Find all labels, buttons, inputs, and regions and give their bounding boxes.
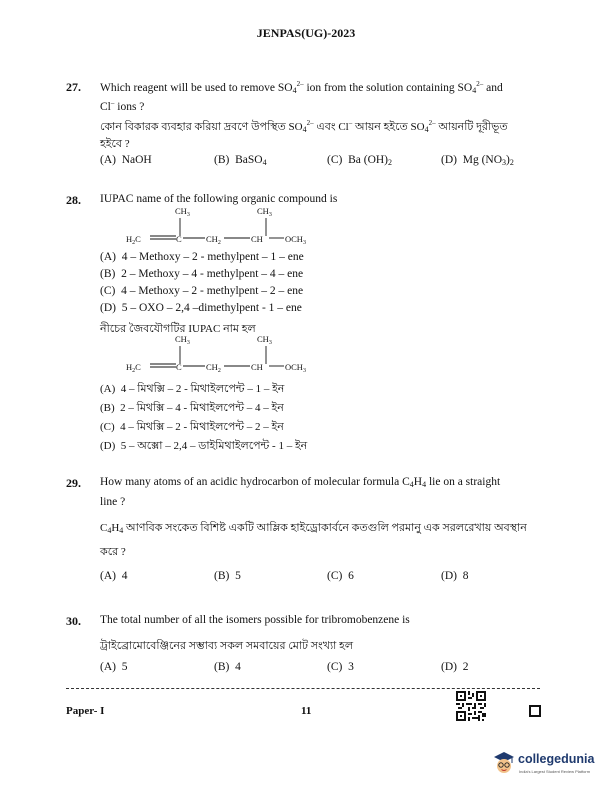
chemical-structure [126, 206, 346, 246]
option-a: (A) 4 – Methoxy – 2 - methylpent – 1 – ene [100, 251, 304, 263]
option-a: (A) 5 [100, 661, 128, 673]
methylene-label: $H_2C$ [126, 362, 141, 374]
collegedunia-logo [492, 745, 612, 785]
question-number: 30. [66, 614, 81, 628]
option-c: (C) 6 [327, 570, 354, 582]
option-c: (C) 4 – মিথক্সি – 2 - মিথাইলপেন্ট – 2 – ইন [100, 421, 284, 433]
methyl-group-label: $CH_3$ [257, 206, 272, 218]
brand-name: collegedunia [518, 752, 595, 766]
methyl-group-label: $CH_3$ [175, 206, 190, 218]
question-text-bn: ট্রাইব্রোমোবেঞ্জিনের সম্ভাব্য সকল সমবায়ের মোট সংখ্যা হল [100, 640, 354, 652]
question-text-bn-line2: করে ? [100, 546, 126, 558]
option-b: (B) 5 [214, 570, 241, 582]
question-text-en: How many atoms of an acidic hydrocarbon of molecular formula $C_4H_4$ lie on a straight [100, 476, 501, 489]
question-number: 27. [66, 80, 81, 94]
option-a: (A) 4 – মিথক্সি – 2 - মিথাইলপেন্ট – 1 – ইন [100, 383, 285, 395]
option-c: (C) 4 – Methoxy – 2 - methylpent – 2 – ene [100, 285, 304, 297]
question-text-en-line2: Cl– ions ? [100, 99, 145, 113]
option-c: (C) Ba $(OH)_2$ [327, 154, 393, 167]
option-d: (D) Mg $(NO_3)_2$ [441, 154, 514, 167]
option-d: (D) 2 [441, 661, 469, 673]
qr-code-icon [456, 691, 486, 721]
methyl-group-label: $CH_3$ [175, 334, 190, 346]
question-text-bn-line2: হইবে ? [100, 138, 130, 150]
methyl-group-label: $CH_3$ [257, 334, 272, 346]
question-text-bn: কোন বিকারক ব্যবহার করিয়া দ্রবণে উপস্থিত $SO_4^{2-}$ এবং Cl– আয়ন হইতে $SO_4^{2-}$ আয়নটি দূরীভূত [100, 119, 508, 134]
option-b: (B) 4 [214, 661, 241, 673]
question-text-bn: $C_4H_4$ আণবিক সংকেত বিশিষ্ট একটি আম্লিক হাইড্রোকার্বনে কতগুলি পরমানু এক সরলরেখায় অবস্থান [100, 522, 527, 535]
option-a: (A) NaOH [100, 154, 152, 166]
question-number: 29. [66, 476, 81, 490]
ch2-label: $CH_2$ [206, 362, 221, 374]
brand-tagline: India's Largest Student Review Platform [519, 769, 591, 774]
question-number: 28. [66, 193, 81, 207]
option-d: (D) 5 – OXO – 2,4 –dimethylpent - 1 – ene [100, 302, 302, 314]
question-text-en: Which reagent will be used to remove $SO_4^{2-}$ ion from the solution containing $SO_4^{2-}$ and [100, 80, 503, 95]
methoxy-label: $OCH_3$ [285, 234, 306, 246]
question-text-en: IUPAC name of the following organic compound is [100, 193, 338, 205]
question-text-en: The total number of all the isomers possible for tribromobenzene is [100, 614, 410, 626]
carbon-label: C [176, 362, 182, 372]
option-d: (D) 5 – অক্সো – 2,4 – ডাইমিথাইলপেন্ট - 1 – ইন [100, 440, 308, 452]
option-a: (A) 4 [100, 570, 128, 582]
option-b: (B) BaSO$_4$ [214, 154, 267, 167]
ch2-label: $CH_2$ [206, 234, 221, 246]
methylene-label: $H_2C$ [126, 234, 141, 246]
paper-label: Paper- I [66, 705, 105, 717]
chemical-structure [126, 334, 346, 374]
methoxy-label: $OCH_3$ [285, 362, 306, 374]
question-text-bn: নীচের জৈবযৌগটির IUPAC নাম হল [100, 323, 256, 335]
ch-label: CH [251, 362, 263, 372]
graduate-mascot-icon [492, 749, 516, 777]
option-c: (C) 3 [327, 661, 354, 673]
page-header: JENPAS(UG)-2023 [256, 26, 356, 40]
ch-label: CH [251, 234, 263, 244]
footer-divider [66, 688, 540, 689]
option-d: (D) 8 [441, 570, 469, 582]
option-b: (B) 2 – Methoxy – 4 - methylpent – 4 – ene [100, 268, 304, 280]
page-number: 11 [301, 705, 312, 717]
carbon-label: C [176, 234, 182, 244]
square-icon [529, 705, 541, 717]
question-text-en-line2: line ? [100, 496, 126, 508]
option-b: (B) 2 – মিথক্সি – 4 - মিথাইলপেন্ট – 4 – ইন [100, 402, 284, 414]
